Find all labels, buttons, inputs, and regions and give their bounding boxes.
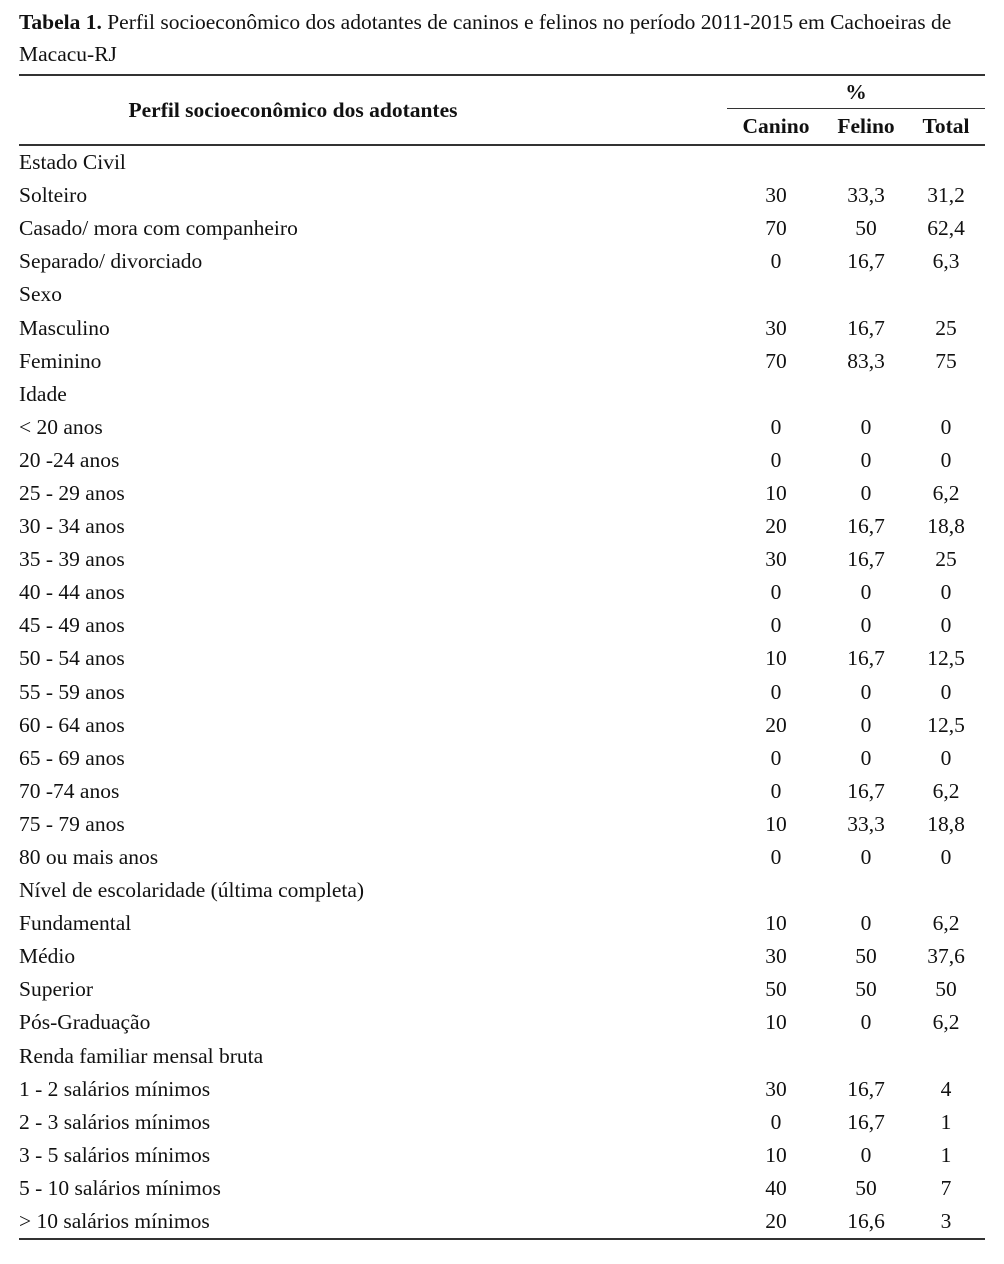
cell-total: 62,4 bbox=[927, 216, 965, 241]
header-percent: % bbox=[727, 75, 985, 109]
cell-total: 6,2 bbox=[932, 480, 960, 505]
row-label: > 10 salários mínimos bbox=[19, 1209, 210, 1234]
header-felino: Felino bbox=[837, 114, 895, 138]
cell-canino: 30 bbox=[765, 1076, 787, 1101]
cell-canino: 20 bbox=[765, 1209, 787, 1234]
table-body bbox=[19, 145, 985, 1239]
row-label: 40 - 44 anos bbox=[19, 580, 125, 605]
cell-total: 18,8 bbox=[927, 811, 965, 836]
row-label: Pós-Graduação bbox=[19, 1010, 151, 1035]
row-label: Casado/ mora com companheiro bbox=[19, 216, 298, 241]
table-row bbox=[19, 444, 985, 477]
cell-canino: 0 bbox=[770, 679, 782, 704]
cell-total: 12,5 bbox=[927, 712, 965, 737]
cell-canino: 70 bbox=[765, 348, 787, 373]
cell-total: 0 bbox=[940, 447, 952, 472]
cell-total: 1 bbox=[940, 1109, 952, 1134]
cell-felino: 50 bbox=[855, 216, 877, 241]
cell-canino: 20 bbox=[765, 712, 787, 737]
cell-felino: 16,7 bbox=[847, 646, 885, 671]
table-row bbox=[19, 709, 985, 742]
row-label: Solteiro bbox=[19, 183, 88, 208]
cell-canino: 0 bbox=[770, 249, 782, 274]
cell-canino: 0 bbox=[770, 414, 782, 439]
cell-total: 0 bbox=[940, 613, 952, 638]
row-label: 60 - 64 anos bbox=[19, 712, 125, 737]
row-label: Fundamental bbox=[19, 911, 132, 936]
row-label: 20 -24 anos bbox=[19, 447, 120, 472]
row-label: 5 - 10 salários mínimos bbox=[19, 1175, 221, 1200]
section-row bbox=[19, 278, 985, 311]
cell-total: 0 bbox=[940, 845, 952, 870]
cell-canino: 10 bbox=[765, 811, 787, 836]
cell-total: 6,3 bbox=[932, 249, 960, 274]
header-total: Total bbox=[922, 114, 970, 138]
row-label: 55 - 59 anos bbox=[19, 679, 125, 704]
cell-total: 7 bbox=[940, 1175, 952, 1200]
row-label: 50 - 54 anos bbox=[19, 646, 125, 671]
table-row bbox=[19, 411, 985, 444]
cell-canino: 10 bbox=[765, 646, 787, 671]
row-label: Superior bbox=[19, 977, 94, 1002]
cell-felino: 33,3 bbox=[847, 183, 885, 208]
table-row bbox=[19, 775, 985, 808]
table-row bbox=[19, 907, 985, 940]
cell-total: 4 bbox=[940, 1076, 952, 1101]
row-label: 30 - 34 anos bbox=[19, 514, 125, 539]
row-label: 70 -74 anos bbox=[19, 778, 120, 803]
table-row bbox=[19, 742, 985, 775]
row-label: 3 - 5 salários mínimos bbox=[19, 1142, 211, 1167]
cell-canino: 0 bbox=[770, 447, 782, 472]
table-row bbox=[19, 245, 985, 278]
cell-felino: 0 bbox=[860, 1010, 872, 1035]
cell-felino: 16,7 bbox=[847, 1109, 885, 1134]
table-row bbox=[19, 311, 985, 344]
cell-canino: 70 bbox=[765, 216, 787, 241]
cell-felino: 0 bbox=[860, 1142, 872, 1167]
cell-felino: 33,3 bbox=[847, 811, 885, 836]
table-row bbox=[19, 345, 985, 378]
caption-text: Perfil socioeconômico dos adotantes de caninos e felinos no período 2011-2015 em Cachoeiras de Macacu-RJ bbox=[19, 10, 952, 66]
cell-total: 75 bbox=[935, 348, 957, 373]
cell-total: 37,6 bbox=[927, 944, 965, 969]
cell-total: 6,2 bbox=[932, 778, 960, 803]
cell-felino: 0 bbox=[860, 480, 872, 505]
table-row bbox=[19, 212, 985, 245]
cell-total: 18,8 bbox=[927, 514, 965, 539]
cell-canino: 50 bbox=[765, 977, 787, 1002]
document-page bbox=[19, 6, 985, 1240]
cell-canino: 30 bbox=[765, 315, 787, 340]
cell-canino: 0 bbox=[770, 580, 782, 605]
cell-canino: 0 bbox=[770, 745, 782, 770]
row-label: Separado/ divorciado bbox=[19, 249, 203, 274]
cell-felino: 0 bbox=[860, 745, 872, 770]
caption-label: Tabela 1. bbox=[19, 10, 102, 34]
section-title: Sexo bbox=[19, 282, 62, 307]
cell-canino: 10 bbox=[765, 480, 787, 505]
cell-total: 3 bbox=[940, 1209, 952, 1234]
cell-felino: 0 bbox=[860, 447, 872, 472]
cell-felino: 16,7 bbox=[847, 249, 885, 274]
row-label: Masculino bbox=[19, 315, 110, 340]
table-row bbox=[19, 510, 985, 543]
cell-total: 0 bbox=[940, 745, 952, 770]
section-row bbox=[19, 874, 985, 907]
cell-canino: 0 bbox=[770, 845, 782, 870]
section-row bbox=[19, 145, 985, 179]
cell-canino: 30 bbox=[765, 547, 787, 572]
table-row bbox=[19, 609, 985, 642]
cell-canino: 30 bbox=[765, 183, 787, 208]
table-row bbox=[19, 973, 985, 1006]
row-label: Médio bbox=[19, 944, 76, 969]
row-label: 80 ou mais anos bbox=[19, 845, 159, 870]
cell-total: 50 bbox=[935, 977, 957, 1002]
table-row bbox=[19, 1139, 985, 1172]
row-label: 35 - 39 anos bbox=[19, 547, 125, 572]
socioeconomic-table bbox=[19, 74, 985, 1240]
row-label: < 20 anos bbox=[19, 414, 103, 439]
cell-canino: 10 bbox=[765, 1010, 787, 1035]
row-label: Feminino bbox=[19, 348, 102, 373]
cell-canino: 20 bbox=[765, 514, 787, 539]
table-row bbox=[19, 1073, 985, 1106]
header-canino: Canino bbox=[742, 114, 810, 138]
cell-felino: 0 bbox=[860, 613, 872, 638]
cell-total: 1 bbox=[940, 1142, 952, 1167]
cell-felino: 16,7 bbox=[847, 315, 885, 340]
cell-felino: 0 bbox=[860, 414, 872, 439]
cell-felino: 16,7 bbox=[847, 514, 885, 539]
cell-total: 25 bbox=[935, 547, 957, 572]
cell-total: 12,5 bbox=[927, 646, 965, 671]
table-row bbox=[19, 676, 985, 709]
row-label: 2 - 3 salários mínimos bbox=[19, 1109, 211, 1134]
table-row bbox=[19, 1106, 985, 1139]
cell-felino: 0 bbox=[860, 845, 872, 870]
table-row bbox=[19, 1205, 985, 1239]
cell-felino: 16,7 bbox=[847, 778, 885, 803]
row-label: 65 - 69 anos bbox=[19, 745, 125, 770]
cell-total: 6,2 bbox=[932, 911, 960, 936]
section-title: Idade bbox=[19, 381, 67, 406]
cell-felino: 0 bbox=[860, 911, 872, 936]
table-row bbox=[19, 576, 985, 609]
table-row bbox=[19, 642, 985, 675]
cell-total: 0 bbox=[940, 679, 952, 704]
cell-canino: 30 bbox=[765, 944, 787, 969]
cell-felino: 83,3 bbox=[847, 348, 885, 373]
cell-total: 25 bbox=[935, 315, 957, 340]
row-label: 25 - 29 anos bbox=[19, 480, 125, 505]
cell-felino: 50 bbox=[855, 977, 877, 1002]
table-row bbox=[19, 1172, 985, 1205]
table-row bbox=[19, 808, 985, 841]
table-row bbox=[19, 179, 985, 212]
cell-canino: 0 bbox=[770, 778, 782, 803]
cell-felino: 0 bbox=[860, 580, 872, 605]
cell-felino: 16,6 bbox=[847, 1209, 885, 1234]
section-title: Nível de escolaridade (última completa) bbox=[19, 878, 365, 903]
table-row bbox=[19, 841, 985, 874]
cell-total: 31,2 bbox=[927, 183, 965, 208]
table-row bbox=[19, 477, 985, 510]
section-title: Estado Civil bbox=[19, 150, 126, 175]
row-label: 45 - 49 anos bbox=[19, 613, 125, 638]
cell-canino: 0 bbox=[770, 1109, 782, 1134]
cell-felino: 50 bbox=[855, 1175, 877, 1200]
cell-felino: 0 bbox=[860, 712, 872, 737]
table-caption bbox=[19, 6, 985, 70]
cell-canino: 40 bbox=[765, 1175, 787, 1200]
table-row bbox=[19, 543, 985, 576]
section-row bbox=[19, 378, 985, 411]
section-row bbox=[19, 1040, 985, 1073]
cell-canino: 10 bbox=[765, 911, 787, 936]
table-row bbox=[19, 940, 985, 973]
cell-felino: 16,7 bbox=[847, 1076, 885, 1101]
cell-total: 6,2 bbox=[932, 1010, 960, 1035]
cell-felino: 50 bbox=[855, 944, 877, 969]
cell-total: 0 bbox=[940, 580, 952, 605]
row-label: 75 - 79 anos bbox=[19, 811, 125, 836]
table-row bbox=[19, 1006, 985, 1039]
cell-felino: 16,7 bbox=[847, 547, 885, 572]
cell-felino: 0 bbox=[860, 679, 872, 704]
header-profile: Perfil socioeconômico dos adotantes bbox=[128, 97, 458, 122]
cell-canino: 10 bbox=[765, 1142, 787, 1167]
row-label: 1 - 2 salários mínimos bbox=[19, 1076, 211, 1101]
cell-total: 0 bbox=[940, 414, 952, 439]
section-title: Renda familiar mensal bruta bbox=[19, 1043, 264, 1068]
cell-canino: 0 bbox=[770, 613, 782, 638]
